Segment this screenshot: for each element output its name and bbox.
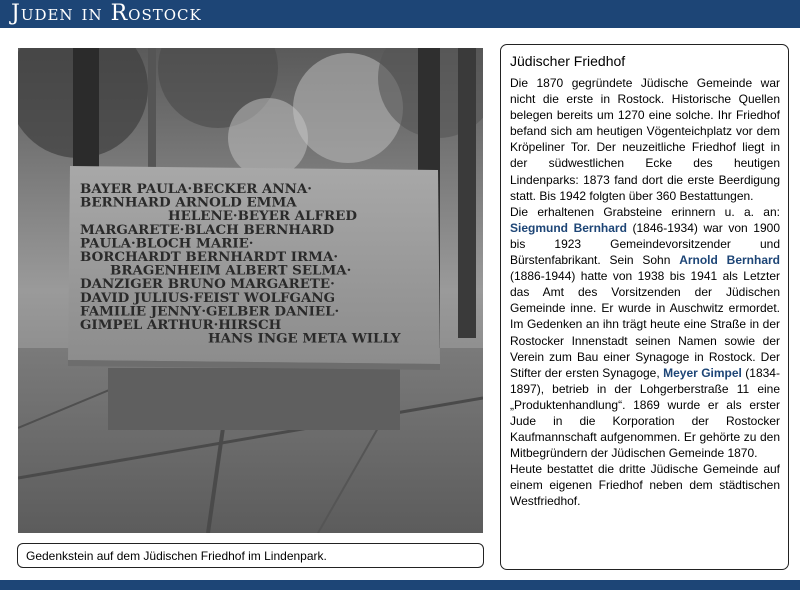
- photo-caption: [17, 543, 484, 568]
- inscription-line: BERNHARD ARNOLD EMMA: [80, 194, 297, 211]
- inscription-line: BAYER PAULA·BECKER ANNA·: [80, 181, 312, 197]
- article-paragraph-2: [510, 204, 780, 462]
- article-text: (1834-1897), betrieb in der Lohgerberstraße 11 eine „Produktenhandlung“. 1869 wurde er als erster Jude in die Korporation der Rostocker Kaufmannschaft aufgenommen. Er gehörte zu den Mitbegründern der Jüdischen Gemeinde 1870.: [510, 365, 780, 461]
- article-body: [510, 75, 780, 510]
- name-link-meyer-gimpel[interactable]: Meyer Gimpel: [663, 365, 742, 380]
- inscription-line: DAVID JULIUS·FEIST WOLFGANG: [80, 289, 336, 306]
- inscription-line: HANS INGE META WILLY: [208, 330, 401, 347]
- inscription-line: BRAGENHEIM ALBERT SELMA·: [110, 262, 352, 279]
- inscription-line: MARGARETE·BLACH BERNHARD: [80, 221, 335, 238]
- photo-caption-text: Gedenkstein auf dem Jüdischen Friedhof im Lindenpark.: [26, 549, 327, 563]
- inscription-line: FAMILIE JENNY·GELBER DANIEL·: [80, 303, 340, 320]
- memorial-photo-graphic: [18, 48, 483, 533]
- site-title[interactable]: Juden in Rostock: [11, 1, 202, 26]
- inscription-line: GIMPEL ARTHUR·HIRSCH: [80, 317, 282, 333]
- name-link-siegmund-bernhard[interactable]: Siegmund Bernhard: [510, 220, 627, 235]
- article-paragraph-3: Heute bestattet die dritte Jüdische Gemeinde auf einem eigenen Friedhof neben dem städtischen Westfriedhof.: [510, 462, 780, 509]
- article-heading: Jüdischer Friedhof: [510, 53, 626, 69]
- inscription-line: HELENE·BEYER ALFRED: [168, 208, 357, 225]
- article-paragraph-1: Die 1870 gegründete Jüdische Gemeinde war nicht die erste in Rostock. Historische Quellen belegen bereits um 1270 eine solche. Ihr Friedhof befand sich am heutigen Vögenteichplatz vor dem Kröpeliner Tor. Der neuzeitliche Friedhof liegt in der südwestlichen Ecke des heutigen Lindenparks: 1873 fand dort die erste Beerdigung statt. Bis 1942 folgten über 360 Bestattungen.: [510, 76, 780, 203]
- name-link-arnold-bernhard[interactable]: Arnold Bernhard: [679, 253, 780, 268]
- memorial-photo: [18, 48, 483, 533]
- inscription-line: DANZIGER BRUNO MARGARETE·: [80, 276, 335, 293]
- inscription-line: PAULA·BLOCH MARIE·: [80, 235, 254, 252]
- inscription-line: BORCHARDT BERNHARDT IRMA·: [80, 249, 338, 265]
- article-text: (1846-1934) war von 1900 bis 1923 Gemeindevorsitzender und Bürstenfabrikant. Sein Sohn: [510, 220, 781, 268]
- article-text: (1886-1944) hatte von 1938 bis 1941 als Letzter das Amt des Vorsitzenden der Jüdischen Gemeinde inne. Er wurde in Auschwitz ermordet. Im Gedenken an ihn trägt heute eine Straße in der Rostocker Innenstadt seinen Namen sowie der Verein zum Bau einer Synagoge in Rostock. Der Stifter der ersten Synagoge,: [510, 269, 780, 380]
- article-text: Die erhaltenen Grabsteine erinnern u. a. an:: [510, 204, 780, 219]
- site-header: [0, 0, 800, 28]
- article-panel: [500, 44, 789, 570]
- site-footer: [0, 580, 800, 590]
